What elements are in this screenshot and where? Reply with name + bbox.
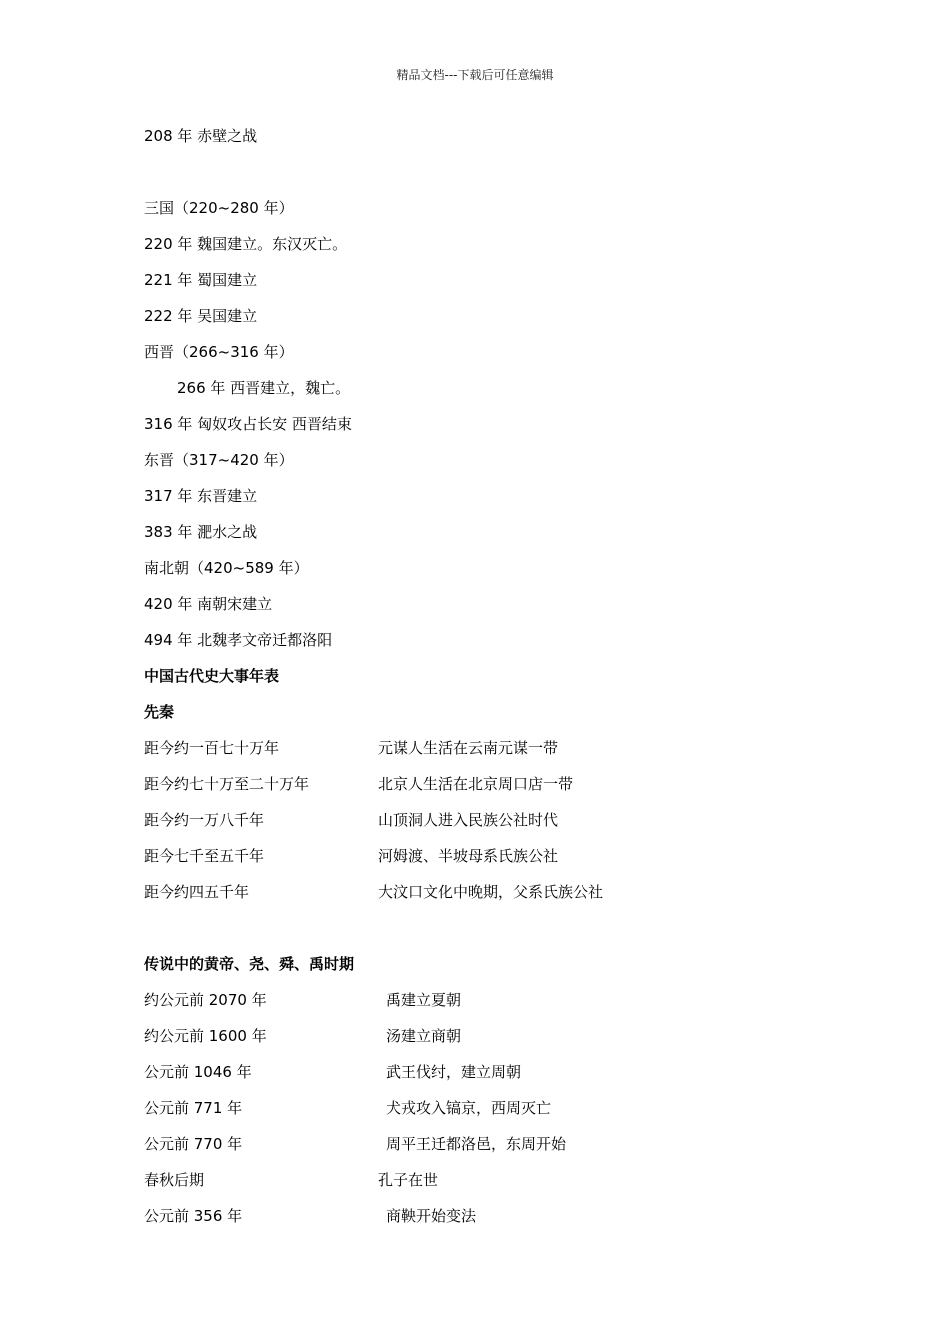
row-time: 距今约一万八千年 xyxy=(144,811,265,829)
row-time: 公元前 356 年 xyxy=(144,1207,243,1225)
row-event: 大汶口文化中晚期，父系氏族公社 xyxy=(378,883,604,901)
period-heading: 三国（220~280 年） xyxy=(144,199,294,217)
row-time: 距今约四五千年 xyxy=(144,883,250,901)
row-event: 犬戎攻入镐京，西周灭亡 xyxy=(386,1099,552,1117)
row-event: 汤建立商朝 xyxy=(386,1027,462,1045)
event-line: 420 年 南朝宋建立 xyxy=(144,595,273,613)
timeline-row xyxy=(144,1060,844,1096)
row-event: 山顶洞人进入民族公社时代 xyxy=(378,811,559,829)
event-line: 222 年 吴国建立 xyxy=(144,307,258,325)
event-line: 221 年 蜀国建立 xyxy=(144,271,258,289)
timeline-row xyxy=(144,844,844,880)
period-heading: 东晋（317~420 年） xyxy=(144,451,294,469)
event-line: 208 年 赤壁之战 xyxy=(144,127,258,145)
row-time: 春秋后期 xyxy=(144,1171,205,1189)
page-header: 精品文档---下载后可任意编辑 xyxy=(396,68,554,82)
row-event: 武王伐纣，建立周朝 xyxy=(386,1063,522,1081)
row-time: 公元前 771 年 xyxy=(144,1099,243,1117)
timeline-row xyxy=(144,736,844,772)
section-title: 中国古代史大事年表 xyxy=(144,667,280,685)
row-event: 周平王迁都洛邑，东周开始 xyxy=(386,1135,567,1153)
timeline-row xyxy=(144,1132,844,1168)
event-line: 220 年 魏国建立。东汉灭亡。 xyxy=(144,235,348,253)
timeline-row xyxy=(144,808,844,844)
timeline-row xyxy=(144,880,844,916)
event-line: 494 年 北魏孝文帝迁都洛阳 xyxy=(144,631,333,649)
row-time: 公元前 770 年 xyxy=(144,1135,243,1153)
timeline-row xyxy=(144,1204,844,1240)
row-time: 约公元前 2070 年 xyxy=(144,991,267,1009)
period-heading: 西晋（266~316 年） xyxy=(144,343,294,361)
row-event: 北京人生活在北京周口店一带 xyxy=(378,775,574,793)
row-time: 距今七千至五千年 xyxy=(144,847,265,865)
row-time: 公元前 1046 年 xyxy=(144,1063,252,1081)
period-heading: 南北朝（420~589 年） xyxy=(144,559,309,577)
timeline-row xyxy=(144,988,844,1024)
event-line: 317 年 东晋建立 xyxy=(144,487,258,505)
row-event: 元谋人生活在云南元谋一带 xyxy=(378,739,559,757)
timeline-row xyxy=(144,1168,844,1204)
row-time: 距今约一百七十万年 xyxy=(144,739,280,757)
xianqin-heading: 先秦 xyxy=(144,703,175,721)
legend-period-heading: 传说中的黄帝、尧、舜、禹时期 xyxy=(144,955,355,973)
blank-line xyxy=(144,160,844,196)
event-line: 316 年 匈奴攻占长安 西晋结束 xyxy=(144,415,352,433)
timeline-row xyxy=(144,1024,844,1060)
row-event: 禹建立夏朝 xyxy=(386,991,462,1009)
row-event: 商鞅开始变法 xyxy=(386,1207,477,1225)
event-line: 383 年 淝水之战 xyxy=(144,523,258,541)
row-event: 孔子在世 xyxy=(378,1171,439,1189)
row-event: 河姆渡、半坡母系氏族公社 xyxy=(378,847,559,865)
timeline-row xyxy=(144,1096,844,1132)
document-body xyxy=(144,124,844,1240)
timeline-row xyxy=(144,772,844,808)
row-time: 距今约七十万至二十万年 xyxy=(144,775,310,793)
row-time: 约公元前 1600 年 xyxy=(144,1027,267,1045)
blank-line xyxy=(144,916,844,952)
event-line: 266 年 西晋建立，魏亡。 xyxy=(177,379,351,397)
